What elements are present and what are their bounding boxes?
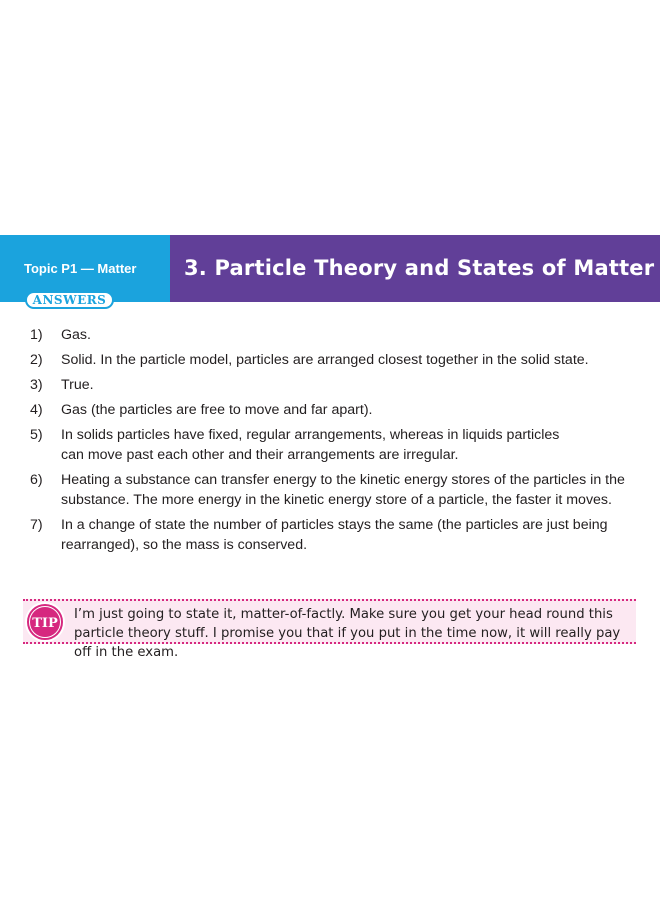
answer-item (30, 470, 640, 510)
answer-number: 4) (30, 402, 43, 418)
answers-list (30, 325, 640, 560)
answer-text: In a change of state the number of particles stays the same (the particles are just being rearranged), so the mass is conserved. (61, 517, 608, 553)
answer-item (30, 425, 640, 465)
tip-badge (23, 599, 71, 646)
tip-badge-label: TIP (32, 616, 58, 631)
title-banner (170, 235, 660, 302)
answer-text: Solid. In the particle model, particles are arranged closest together in the solid state. (61, 352, 589, 368)
answer-item (30, 375, 640, 395)
answer-text: In solids particles have fixed, regular arrangements, whereas in liquids particles can move past each other and their arrangements are irregular. (61, 427, 560, 463)
answer-number: 3) (30, 377, 43, 393)
answer-number: 7) (30, 517, 43, 533)
topic-label: Topic P1 — Matter (24, 261, 137, 276)
answer-item (30, 400, 640, 420)
answer-text: Gas. (61, 327, 91, 343)
answer-item (30, 515, 640, 555)
answer-number: 6) (30, 472, 43, 488)
answer-item (30, 350, 640, 370)
answer-text: True. (61, 377, 94, 393)
answer-number: 5) (30, 427, 43, 443)
tip-box (23, 599, 636, 660)
page-title: 3. Particle Theory and States of Matter (184, 256, 655, 280)
answers-badge: ANSWERS (25, 291, 114, 309)
answer-text: Gas (the particles are free to move and far apart). (61, 402, 373, 418)
answer-number: 2) (30, 352, 43, 368)
answer-number: 1) (30, 327, 43, 343)
answer-item (30, 325, 640, 345)
tip-text: I’m just going to state it, matter-of-factly. Make sure you get your head round this particle theory stuff. I promise you that if you put in the time now, it will really pay off in the exam. (74, 607, 621, 660)
answer-text: Heating a substance can transfer energy to the kinetic energy stores of the particles in the substance. The more energy in the kinetic energy store of a particle, the faster it moves. (61, 472, 625, 508)
